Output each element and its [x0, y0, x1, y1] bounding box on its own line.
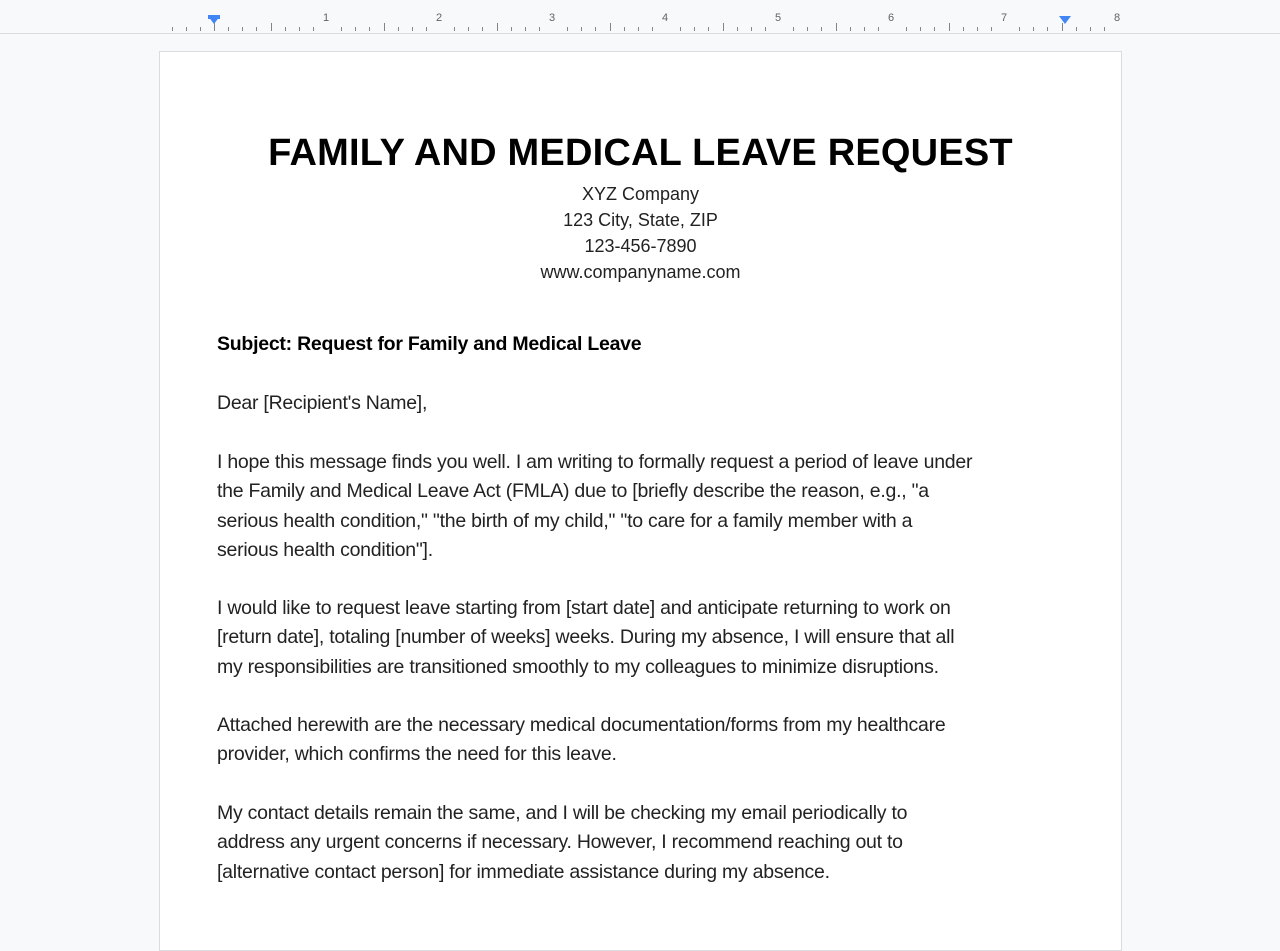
subject-line: Subject: Request for Family and Medical Leave: [217, 333, 642, 355]
ruler-number: 2: [435, 12, 443, 24]
ruler-tick: [1019, 27, 1020, 31]
paragraph-2-line: I would like to request leave starting from [start date] and anticipate returning to work on: [217, 597, 951, 619]
ruler-tick: [581, 27, 582, 31]
ruler-tick: [412, 27, 413, 31]
ruler-tick: [934, 27, 935, 31]
ruler-tick: [398, 27, 399, 31]
ruler-tick: [751, 27, 752, 31]
ruler-tick: [1033, 27, 1034, 31]
salutation: Dear [Recipient's Name],: [217, 392, 428, 414]
document-title: FAMILY AND MEDICAL LEAVE REQUEST: [268, 132, 1013, 174]
paragraph-1-line: the Family and Medical Leave Act (FMLA) due to [briefly describe the reason, e.g., "a: [217, 480, 929, 503]
ruler-number: 1: [322, 12, 330, 24]
ruler-tick: [864, 27, 865, 31]
ruler-tick: [638, 27, 639, 31]
ruler-tick: [652, 27, 653, 31]
ruler-tick: [1076, 27, 1077, 31]
ruler-tick: [384, 23, 385, 31]
paragraph-3-line: Attached herewith are the necessary medical documentation/forms from my healthcare: [217, 714, 946, 736]
ruler-tick: [567, 27, 568, 31]
document-page[interactable]: [159, 51, 1122, 951]
ruler-tick: [595, 27, 596, 31]
paragraph-4-line: address any urgent concerns if necessary. However, I recommend reaching out to: [217, 831, 903, 854]
ruler-tick: [807, 27, 808, 31]
ruler-tick: [991, 27, 992, 31]
ruler-number: 3: [548, 12, 556, 24]
ruler-tick: [949, 23, 950, 31]
ruler-tick: [836, 23, 837, 31]
ruler-tick: [214, 23, 215, 31]
ruler-tick: [793, 27, 794, 31]
ruler-tick: [920, 27, 921, 31]
company-website: www.companyname.com: [540, 262, 741, 282]
ruler-tick: [369, 27, 370, 31]
ruler-tick: [977, 27, 978, 31]
ruler-tick: [341, 27, 342, 31]
ruler-tick: [313, 27, 314, 31]
paragraph-2-line: [return date], totaling [number of weeks] weeks. During my absence, I will ensure that all: [217, 626, 955, 649]
ruler-tick: [497, 23, 498, 31]
ruler-tick: [539, 27, 540, 31]
ruler-tick: [850, 27, 851, 31]
ruler-tick: [610, 23, 611, 31]
ruler-number: 5: [774, 12, 782, 24]
ruler-tick: [468, 27, 469, 31]
paragraph-3-line: provider, which confirms the need for this leave.: [217, 743, 617, 766]
ruler-tick: [186, 27, 187, 31]
ruler-tick: [200, 27, 201, 31]
ruler-tick: [256, 27, 257, 31]
company-name: XYZ Company: [581, 184, 700, 204]
paragraph-2-line: my responsibilities are transitioned smoothly to my colleagues to minimize disruptions.: [217, 655, 939, 678]
company-address: 123 City, State, ZIP: [563, 210, 718, 230]
ruler-number: 8: [1113, 12, 1121, 24]
ruler-tick: [525, 27, 526, 31]
ruler-tick: [172, 27, 173, 31]
paragraph-1-line: I hope this message finds you well. I am writing to formally request a period of leave under: [217, 451, 973, 473]
ruler-tick: [482, 27, 483, 31]
ruler-tick: [821, 27, 822, 31]
ruler-tick: [1104, 27, 1105, 31]
ruler-tick: [1090, 27, 1091, 31]
ruler-tick: [906, 27, 907, 31]
company-phone: 123-456-7890: [584, 236, 697, 256]
ruler-tick: [299, 27, 300, 31]
ruler-tick: [355, 27, 356, 31]
paragraph-1-line: serious health condition"].: [217, 538, 433, 561]
ruler-tick: [285, 27, 286, 31]
ruler-tick: [765, 27, 766, 31]
ruler-tick: [624, 27, 625, 31]
paragraph-1-line: serious health condition," "the birth of my child," "to care for a family member with a: [217, 509, 913, 532]
ruler-tick: [228, 27, 229, 31]
ruler-tick: [963, 27, 964, 31]
ruler-tick: [242, 27, 243, 31]
ruler-tick: [723, 23, 724, 31]
ruler-tick: [271, 23, 272, 31]
ruler-number: 6: [887, 12, 895, 24]
ruler-tick: [878, 27, 879, 31]
ruler-tick: [694, 27, 695, 31]
paragraph-4-line: My contact details remain the same, and I will be checking my email periodically to: [217, 802, 908, 824]
ruler-tick: [454, 27, 455, 31]
ruler-tick: [1047, 27, 1048, 31]
horizontal-ruler[interactable]: [0, 0, 1280, 34]
ruler-tick: [737, 27, 738, 31]
ruler-tick: [426, 27, 427, 31]
ruler-tick: [511, 27, 512, 31]
ruler-tick: [680, 27, 681, 31]
ruler-tick: [708, 27, 709, 31]
ruler-number: 4: [661, 12, 669, 24]
ruler-tick: [1062, 23, 1063, 31]
ruler-number: 7: [1000, 12, 1008, 24]
paragraph-4-line: [alternative contact person] for immediate assistance during my absence.: [217, 860, 830, 883]
